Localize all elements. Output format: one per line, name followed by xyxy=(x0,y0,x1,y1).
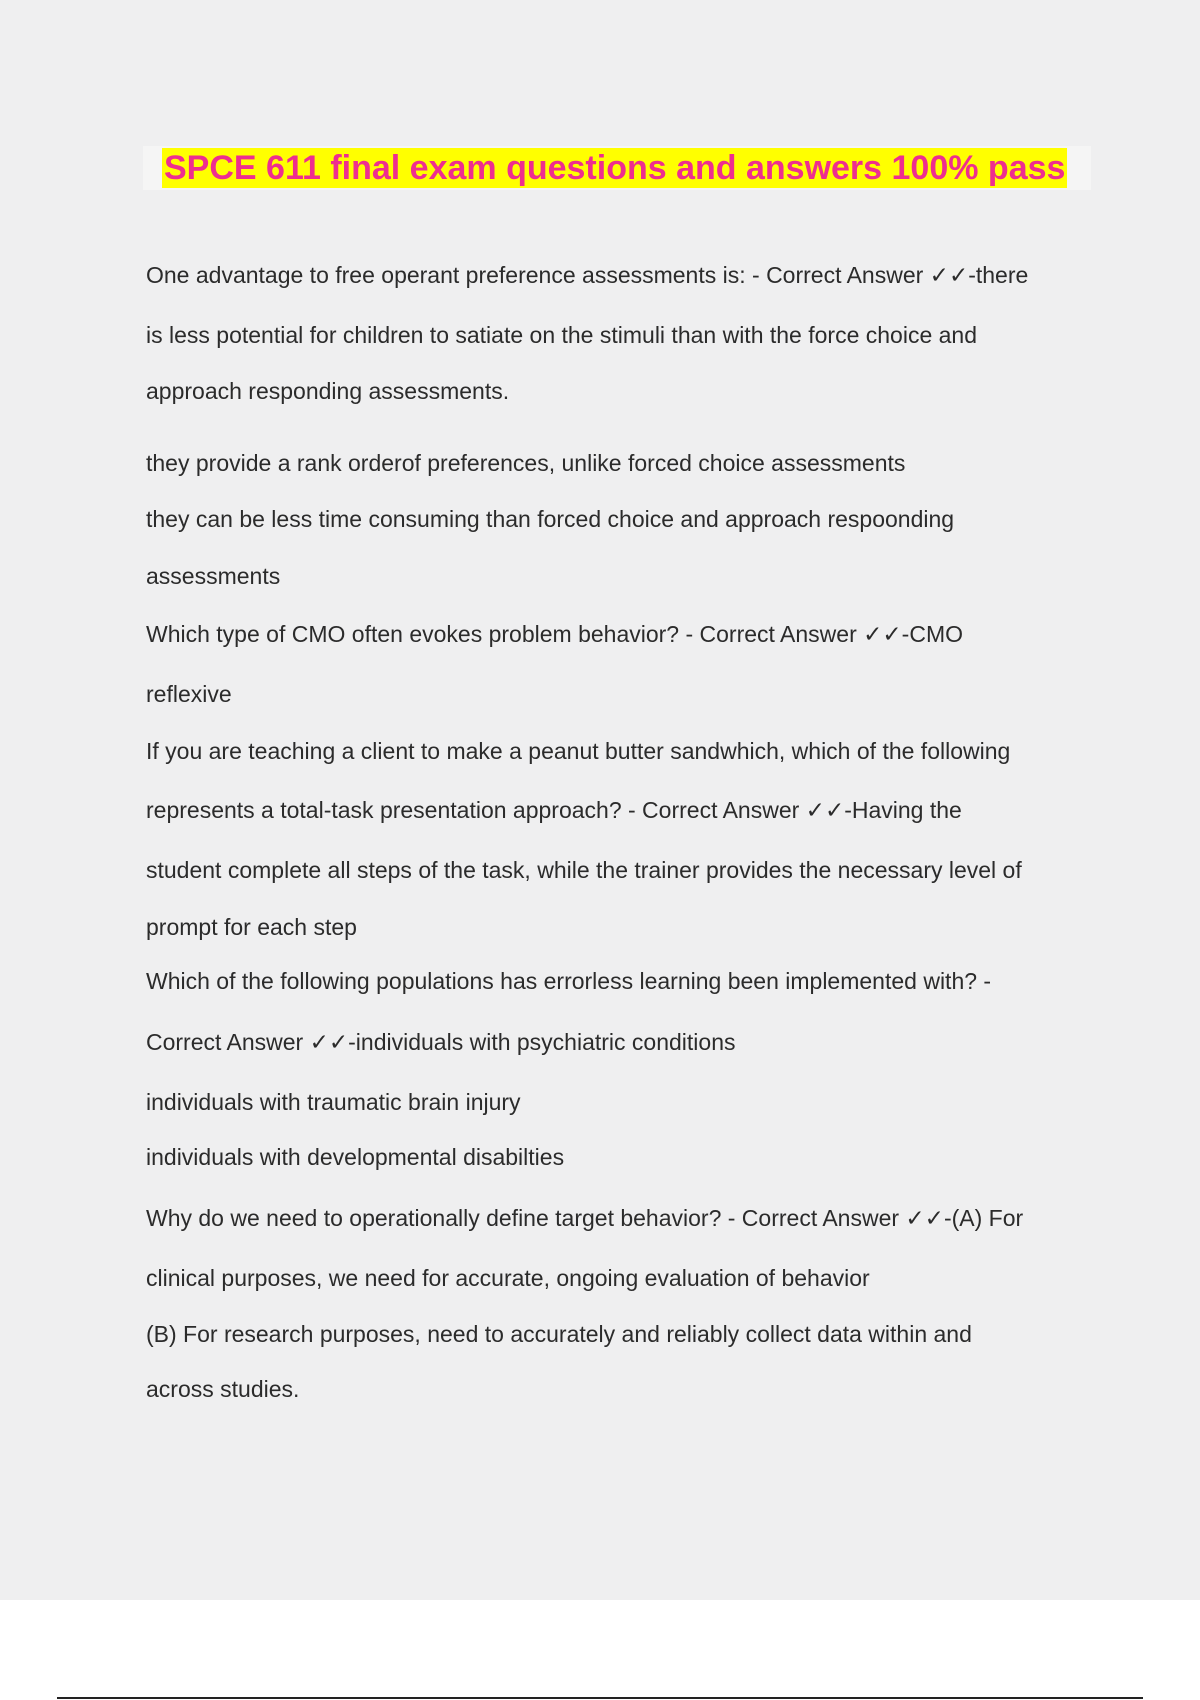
text-line: Which type of CMO often evokes problem behavior? - Correct Answer ✓✓-CMO xyxy=(146,621,963,647)
text-line: Correct Answer ✓✓-individuals with psychiatric conditions xyxy=(146,1029,736,1055)
text-line: is less potential for children to satiate on the stimuli than with the force choice and xyxy=(146,322,978,348)
text-line: individuals with developmental disabilties xyxy=(146,1144,565,1170)
text-line: across studies. xyxy=(146,1376,300,1402)
text-line: reflexive xyxy=(146,681,232,707)
document-title: SPCE 611 final exam questions and answers 100% pass xyxy=(164,149,1066,187)
text-line: they provide a rank orderof preferences, unlike forced choice assessments xyxy=(146,450,906,476)
text-line: clinical purposes, we need for accurate, ongoing evaluation of behavior xyxy=(146,1265,870,1291)
text-line: (B) For research purposes, need to accurately and reliably collect data within and xyxy=(146,1321,972,1347)
footer-rule xyxy=(57,1697,1143,1699)
text-line: Why do we need to operationally define target behavior? - Correct Answer ✓✓-(A) For xyxy=(146,1205,1024,1231)
text-line: assessments xyxy=(146,563,281,589)
text-line: prompt for each step xyxy=(146,914,357,940)
text-line: approach responding assessments. xyxy=(146,378,510,404)
text-line: One advantage to free operant preference assessments is: - Correct Answer ✓✓-there xyxy=(146,262,1029,288)
text-line: If you are teaching a client to make a peanut butter sandwhich, which of the following xyxy=(146,738,1011,764)
text-line: they can be less time consuming than forced choice and approach respoonding xyxy=(146,506,955,532)
text-line: student complete all steps of the task, while the trainer provides the necessary level of xyxy=(146,857,1022,883)
text-line: individuals with traumatic brain injury xyxy=(146,1089,521,1115)
text-line: Which of the following populations has errorless learning been implemented with? - xyxy=(146,968,992,994)
text-line: represents a total-task presentation approach? - Correct Answer ✓✓-Having the xyxy=(146,797,962,823)
